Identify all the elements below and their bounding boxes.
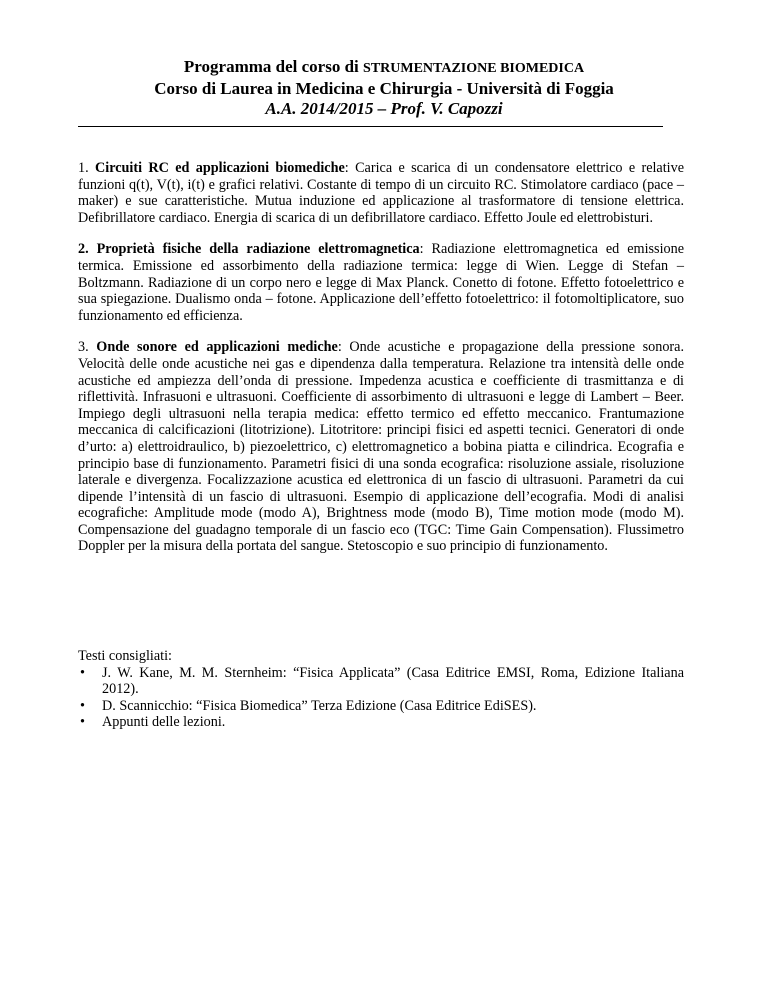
section-number: 3. xyxy=(78,339,97,356)
section-title: Proprietà fisiche della radiazione elettromagnetica xyxy=(96,241,420,258)
reference-item: • D. Scannicchio: “Fisica Biomedica” Terza Edizione (Casa Editrice EdiSES). xyxy=(102,698,684,715)
section-text: : Radiazione elettromagnetica ed emissione termica. Emissione ed assorbimento della radiazione termica: legge di Wien. Legge di Stefan – Boltzmann. Radiazione di un corpo nero e legge di Max Planck. Conetto di fotone. Effetto fotoelettrico e sua spiegazione. Dualismo onda – fotone. Applicazione dell’effetto fotoelettrico: il fotomoltiplicatore, suo funzionamento ed efficienza. xyxy=(78,241,685,324)
section-number: 1. xyxy=(78,160,95,176)
section-text: : Carica e scarica di un condensatore elettrico e relative funzioni q(t), V(t), i(t) e grafici relativi. Costante di tempo di un circuito RC. Stimolatore cardiaco (pace – maker) e sue caratteristiche. Mutua induzione ed applicazione al trasformatore di tensione elettrica. Defibrillatore cardiaco. Energia di scarica di un defibrillatore cardiaco. Effetto Joule ed elettrobisturi. xyxy=(78,160,685,226)
course-name: STRUMENTAZIONE BIOMEDICA xyxy=(363,61,585,76)
section-3 xyxy=(78,339,684,555)
title-prefix: Programma del corso di xyxy=(183,57,364,76)
section-title: Onde sonore ed applicazioni mediche xyxy=(96,339,338,356)
section-title: Circuiti RC ed applicazioni biomediche xyxy=(95,160,345,176)
document-header xyxy=(0,57,768,119)
academic-year-professor-line: A.A. 2014/2015 – Prof. V. Capozzi xyxy=(265,99,503,118)
section-1 xyxy=(78,160,684,226)
reference-item: • J. W. Kane, M. M. Sternheim: “Fisica Applicata” (Casa Editrice EMSI, Roma, Edizione Italiana 2012). xyxy=(102,665,684,698)
section-text: : Onde acustiche e propagazione della pressione sonora. Velocità delle onde acustiche nei gas e dipendenza dalla temperatura. Relazione tra intensità delle onde acustiche ed ampiezza dell’onda di pressione. Impedenza acustica e coefficiente di trasmittanza e di riflettività. Infrasuoni e ultrasuoni. Coefficiente di assorbimento di ultrasuoni e legge di Lambert – Beer. Impiego degli ultrasuoni nella terapia medica: effetto termico ed effetto meccanico. Frantumazione meccanica di calcificazioni (litotrizione). Litotritore: principi fisici ed aspetti tecnici. Generatori di onde d’urto: a) elettroidraulico, b) piezoelettrico, c) elettromagnetico a bobina piatta e cilindrica. Ecografia e principio base di funzionamento. Parametri fisici di una sonda ecografica: risoluzione assiale, risoluzione laterale e divergenza. Focalizzazione acustica ed elettronica di un fascio di ultrasuoni. Parametri da cui dipende l’intensità di un fascio di ultrasuoni. Esempio di applicazione dell’ecografia. Modi di analisi ecografiche: Amplitude mode (modo A), Brightness mode (modo B), Time motion mode (modo M). Compensazione del guadagno temporale di un fascio eco (TGC: Time Gain Compensation). Flussimetro Doppler per la misura della portata del sangue. Stetoscopio e suo principio di funzionamento. xyxy=(78,339,684,555)
course-program-title xyxy=(0,57,768,79)
section-number: 2. xyxy=(78,241,97,258)
references-list xyxy=(78,665,684,731)
header-separator-line xyxy=(78,126,663,127)
document-body xyxy=(78,160,684,731)
reference-item: • Appunti delle lezioni. xyxy=(102,714,684,731)
references-title: Testi consigliati: xyxy=(78,648,172,665)
section-2 xyxy=(78,241,684,324)
degree-university-line: Corso di Laurea in Medicina e Chirurgia - Università di Foggia xyxy=(154,79,614,98)
blank-space xyxy=(78,570,684,648)
